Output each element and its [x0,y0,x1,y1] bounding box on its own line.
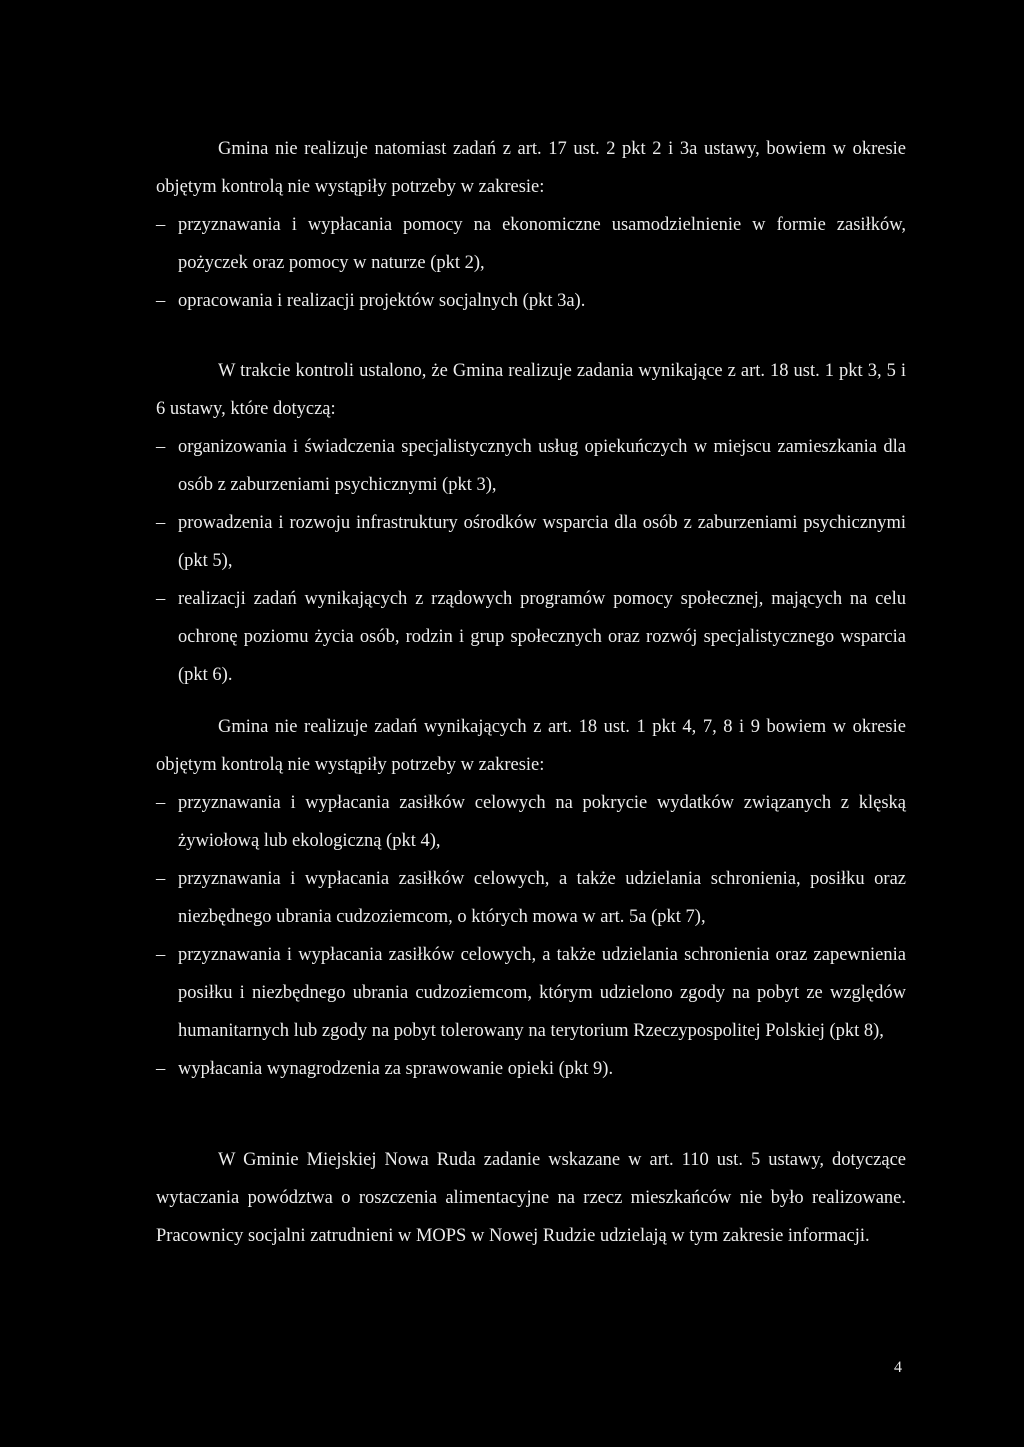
list-item-text: przyznawania i wypłacania zasiłków celowych na pokrycie wydatków związanych z klęską żywiołową lub ekologiczną (pkt 4), [178,793,906,851]
list-dash: – [156,437,166,457]
list-item [156,580,906,694]
list-item [156,428,906,504]
paragraph-art17: Gmina nie realizuje natomiast zadań z art. 17 ust. 2 pkt 2 i 3a ustawy, bowiem w okresie objętym kontrolą nie wystąpiły potrzeby w zakresie: [156,139,906,197]
list-dash: – [156,945,166,965]
list-dash: – [156,1059,166,1079]
list-art17 [156,206,906,320]
list-item-text: opracowania i realizacji projektów socjalnych (pkt 3a). [178,291,586,311]
list-dash: – [156,589,166,609]
list-dash: – [156,215,166,235]
section-art18-not-realized [156,708,906,1088]
list-art18-realized [156,428,906,694]
list-dash: – [156,513,166,533]
list-item-text: realizacji zadań wynikających z rządowych programów pomocy społecznej, mających na celu ochronę poziomu życia osób, rodzin i grup społecznych oraz rozwój specjalistycznego wsparcia (pkt 6). [178,589,906,685]
list-item [156,206,906,282]
section-art18-realized [156,352,906,694]
paragraph-art18-not-realized: Gmina nie realizuje zadań wynikających z art. 18 ust. 1 pkt 4, 7, 8 i 9 bowiem w okresie objętym kontrolą nie wystąpiły potrzeby w zakresie: [156,717,906,775]
list-item-text: przyznawania i wypłacania pomocy na ekonomiczne usamodzielnienie w formie zasiłków, pożyczek oraz pomocy w naturze (pkt 2), [178,215,906,273]
list-item [156,282,906,320]
list-dash: – [156,869,166,889]
list-dash: – [156,793,166,813]
list-dash: – [156,291,166,311]
list-item [156,936,906,1050]
list-item [156,860,906,936]
list-item [156,504,906,580]
list-item [156,1050,906,1088]
list-item-text: przyznawania i wypłacania zasiłków celowych, a także udzielania schronienia, posiłku oraz niezbędnego ubrania cudzoziemcom, o których mowa w art. 5a (pkt 7), [178,869,906,927]
list-item [156,784,906,860]
list-item-text: przyznawania i wypłacania zasiłków celowych, a także udzielania schronienia oraz zapewnienia posiłku i niezbędnego ubrania cudzoziemcom, którym udzielono zgody na pobyt ze względów humanitarnych lub zgody na pobyt tolerowany na terytorium Rzeczypospolitej Polskiej (pkt 8), [178,945,906,1041]
page-number: 4 [894,1359,902,1376]
list-art18-not-realized [156,784,906,1088]
list-item-text: organizowania i świadczenia specjalistycznych usług opiekuńczych w miejscu zamieszkania dla osób z zaburzeniami psychicznymi (pkt 3), [178,437,906,495]
section-art17 [156,130,906,320]
paragraph-art110: W Gminie Miejskiej Nowa Ruda zadanie wskazane w art. 110 ust. 5 ustawy, dotyczące wytaczania powództwa o roszczenia alimentacyjne na rzecz mieszkańców nie było realizowane. Pracownicy socjalni zatrudnieni w MOPS w Nowej Rudzie udzielają w tym zakresie informacji. [156,1150,906,1246]
section-art110 [156,1141,906,1255]
list-item-text: wypłacania wynagrodzenia za sprawowanie opieki (pkt 9). [178,1059,614,1079]
list-item-text: prowadzenia i rozwoju infrastruktury ośrodków wsparcia dla osób z zaburzeniami psychicznymi (pkt 5), [178,513,906,571]
paragraph-art18-realized: W trakcie kontroli ustalono, że Gmina realizuje zadania wynikające z art. 18 ust. 1 pkt 3, 5 i 6 ustawy, które dotyczą: [156,361,906,419]
